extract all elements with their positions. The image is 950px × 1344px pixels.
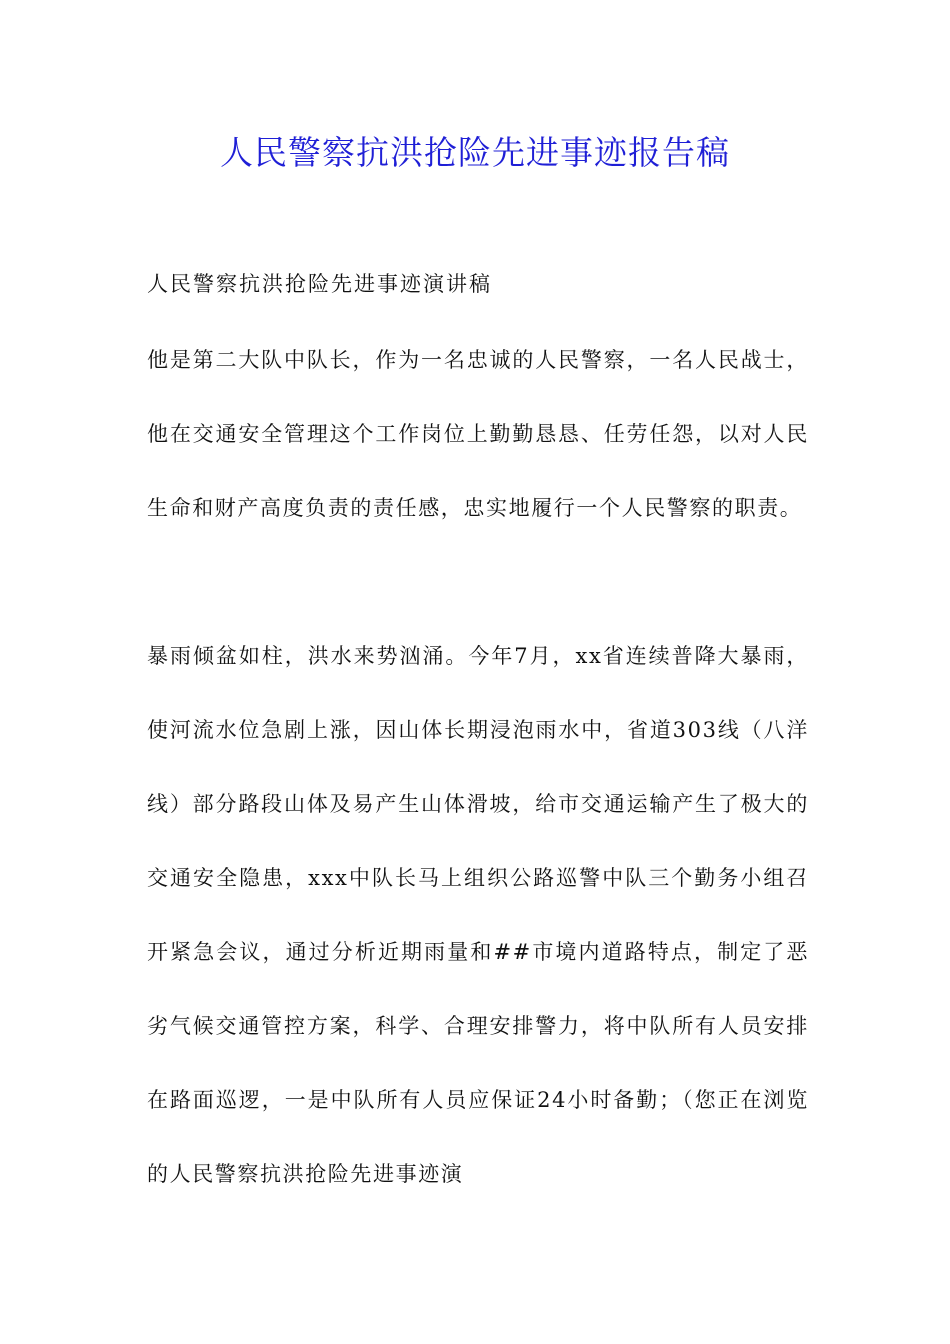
body-paragraph: 暴雨倾盆如柱，洪水来势汹涌。今年7月，xx省连续普降大暴雨，使河流水位急剧上涨，因山体长期浸泡雨水中，省道303线（八洋线）部分路段山体及易产生山体滑坡，给市交通运输产生了极大的交通安全隐患，xxx中队长马上组织公路巡警中队三个勤务小组召开紧急会议，通过分析近期雨量和##市境内道路特点，制定了恶劣气候交通管控方案，科学、合理安排警力，将中队所有人员安排在路面巡逻，一是中队所有人员应保证24小时备勤；（您正在浏览的人民警察抗洪抢险先进事迹演	[147, 644, 809, 1186]
document-subtitle: 人民警察抗洪抢险先进事迹演讲稿	[147, 272, 492, 296]
document-title: 人民警察抗洪抢险先进事迹报告稿	[220, 133, 730, 172]
body-paragraph: 他是第二大队中队长，作为一名忠诚的人民警察，一名人民战士，他在交通安全管理这个工作岗位上勤勤恳恳、任劳任怨，以对人民生命和财产高度负责的责任感，忠实地履行一个人民警察的职责。	[147, 348, 809, 520]
